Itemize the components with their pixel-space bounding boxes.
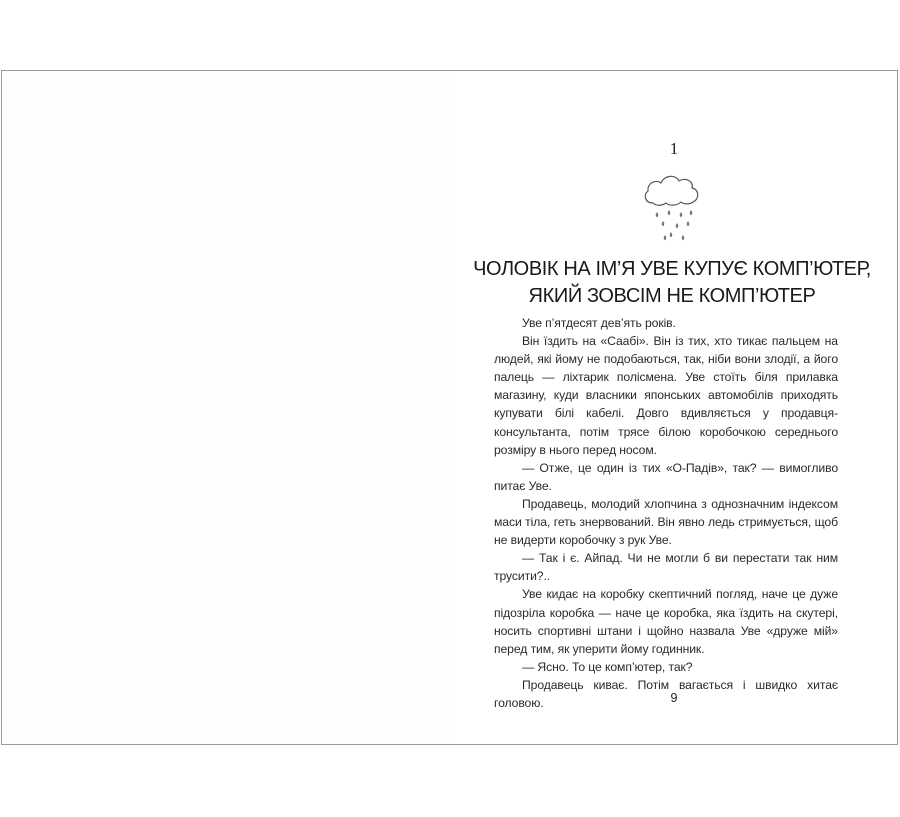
left-page <box>2 71 450 744</box>
paragraph: Уве кидає на коробку скептичний погляд, наче це дуже підозріла коробка — наче це коробка, яка їздить на скутері, носить спортивні штани і щойно назвала Уве «друже мій» перед тим, як уперити йому годинник. <box>494 587 838 656</box>
chapter-title-line-1: ЧОЛОВІК НА ІМ’Я УВЕ КУПУЄ КОМП’ЮТЕР, <box>473 258 871 280</box>
paragraph: Продавець, молодий хлопчина з однозначним індексом маси тіла, геть знервований. Він явно ледь стримується, щоб не видерти коробочку з рук Уве. <box>494 496 838 548</box>
chapter-title-line-2: ЯКИЙ ЗОВСІМ НЕ КОМП’ЮТЕР <box>528 285 816 307</box>
paragraph: — Так і є. Айпад. Чи не могли б ви перестати так ним трусити?.. <box>494 551 838 584</box>
paragraph: Уве п’ятдесят дев’ять років. <box>522 316 676 330</box>
paragraph: — Ясно. То це комп’ютер, так? <box>522 659 693 674</box>
paragraph: Продавець киває. Потім вагається і швидко хитає головою. <box>494 677 838 710</box>
chapter-title <box>470 256 874 310</box>
paragraph: Він їздить на «Саабі». Він із тих, хто тикає пальцем на людей, які йому не подобаються, так, ніби вони злодії, а його палець — ліхтарик полісмена. Уве стоїть біля прилавка магазину, куди власники японських автомобілів приходять купувати білі кабелі. Довго вдивляється у продавця-консультанта, потім трясе білою коробочкою середнього розміру в нього перед носом. <box>494 334 838 457</box>
chapter-number: 1 <box>669 139 679 158</box>
page-number: 9 <box>670 691 678 705</box>
book-spread <box>1 70 898 745</box>
right-page <box>450 71 898 744</box>
paragraph: — Отже, це один із тих «О-Падів», так? — вимогливо питає Уве. <box>494 460 838 493</box>
rain-cloud-icon <box>639 169 709 249</box>
chapter-body <box>494 314 838 712</box>
